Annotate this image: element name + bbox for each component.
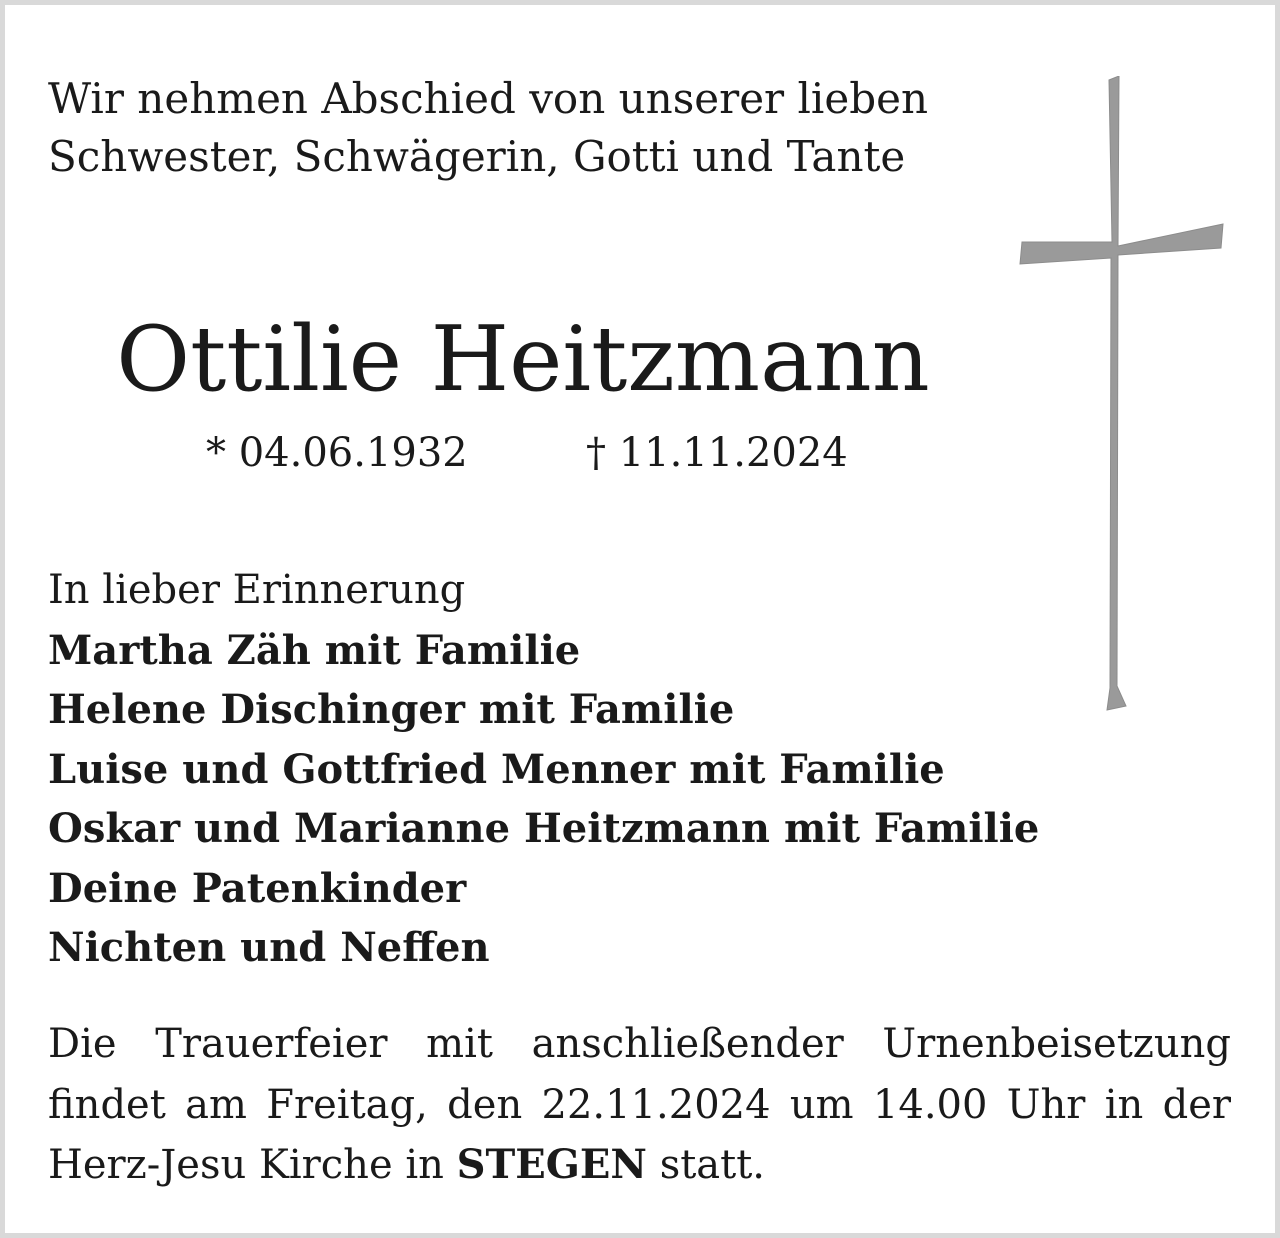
- ceremony-line: findet am Freitag, den 22.11.2024 um 14.00 Uhr in der: [48, 1081, 1231, 1128]
- intro-line: Schwester, Schwägerin, Gotti und Tante: [48, 132, 906, 181]
- ceremony-location-suffix: statt.: [659, 1142, 765, 1188]
- mourners-lead: In lieber Erinnerung: [48, 567, 466, 613]
- ceremony-line: [48, 1135, 1231, 1196]
- ceremony-location-prefix: Herz-Jesu Kirche in: [48, 1142, 444, 1188]
- death-date: † 11.11.2024: [586, 430, 848, 476]
- mourner-name: Nichten und Neffen: [48, 924, 490, 971]
- mourner-name: Oskar und Marianne Heitzmann mit Familie: [48, 805, 1040, 852]
- intro-line: Wir nehmen Abschied von unserer lieben: [48, 74, 928, 123]
- mourners-list: [48, 561, 1048, 978]
- mourner-name: Helene Dischinger mit Familie: [48, 686, 735, 733]
- ceremony-place: STEGEN: [456, 1141, 647, 1188]
- mourner-name: Deine Patenkinder: [48, 864, 467, 912]
- ceremony-info: [48, 1014, 1231, 1196]
- birth-date: * 04.06.1932: [206, 430, 468, 476]
- ceremony-line: Die Trauerfeier mit anschließender Urnenbeisetzung: [48, 1021, 1231, 1067]
- cross-icon: [1018, 76, 1228, 716]
- mourner-name: Luise und Gottfried Menner mit Familie: [48, 745, 945, 793]
- mourner-name: Martha Zäh mit Familie: [48, 626, 581, 674]
- intro-text: [48, 70, 1008, 186]
- deceased-name: Ottilie Heitzmann: [116, 307, 930, 412]
